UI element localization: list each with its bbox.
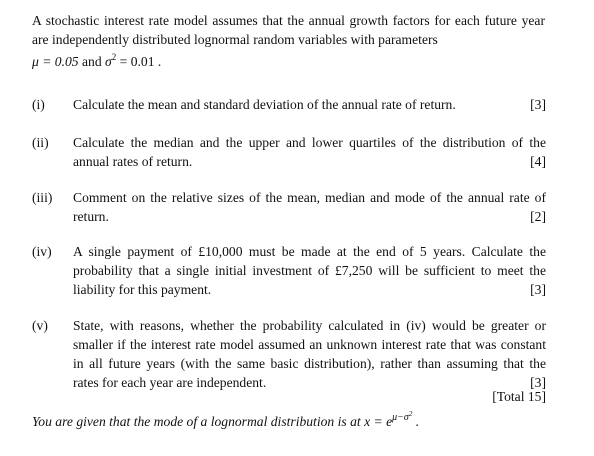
- parameters-line: [32, 52, 545, 71]
- part-body: [73, 133, 546, 171]
- mode-formula: [364, 410, 420, 429]
- question-part-iii: [32, 188, 546, 228]
- formula-exponent-square: 2: [408, 410, 413, 418]
- part-marks: [3]: [530, 282, 546, 297]
- total-marks: [Total 15]: [492, 389, 546, 404]
- footer-note: [32, 412, 419, 431]
- part-number: (iv): [32, 244, 52, 259]
- part-text: State, with reasons, whether the probability calculated in (iv) would be greater or smaller if the interest rate model assumed an unknown interest rate that was constant in all future years (with the same basic distribution), rather than assuming that the rates for each year are independent.: [73, 318, 546, 390]
- question-part-ii: [32, 133, 546, 173]
- part-text: Calculate the median and the upper and lower quartiles of the distribution of the annual rates of return.: [73, 135, 546, 169]
- param-sigma-exponent: 2: [111, 52, 117, 62]
- part-text: A single payment of £10,000 must be made at the end of 5 years. Calculate the probability that a single initial investment of £7,250 will be sufficient to meet the liability for this payment.: [73, 244, 546, 297]
- formula-end: .: [415, 414, 420, 429]
- question-part-iv: [32, 242, 546, 300]
- formula-exponent: [392, 412, 412, 423]
- param-and: and: [82, 54, 102, 69]
- part-number: (iii): [32, 190, 53, 205]
- question-part-i: [32, 95, 546, 115]
- param-sigma-value: = 0.01 .: [119, 54, 162, 69]
- formula-base: x = e: [364, 414, 393, 429]
- part-number: (ii): [32, 135, 49, 150]
- part-marks: [3]: [530, 375, 546, 390]
- part-text: Calculate the mean and standard deviation of the annual rate of return.: [73, 97, 456, 112]
- part-marks: [4]: [530, 154, 546, 169]
- part-body: [73, 188, 546, 226]
- question-intro: [32, 11, 545, 71]
- param-sigma-symbol: σ: [105, 54, 112, 69]
- part-number: (v): [32, 318, 48, 333]
- part-body: [73, 316, 546, 392]
- part-number: (i): [32, 97, 45, 112]
- part-body: [73, 242, 546, 299]
- part-body: [73, 95, 546, 114]
- part-marks: [3]: [530, 97, 546, 112]
- part-text: Comment on the relative sizes of the mean, median and mode of the annual rate of return.: [73, 190, 546, 224]
- part-marks: [2]: [530, 209, 546, 224]
- footer-text: You are given that the mode of a lognormal distribution is at: [32, 414, 361, 429]
- formula-exponent-mu-sigma: μ−σ: [392, 412, 409, 423]
- question-part-v: [32, 316, 546, 392]
- param-mu: μ = 0.05: [32, 54, 79, 69]
- intro-text: A stochastic interest rate model assumes that the annual growth factors for each future year are independently distributed lognormal random variables with parameters: [32, 13, 545, 47]
